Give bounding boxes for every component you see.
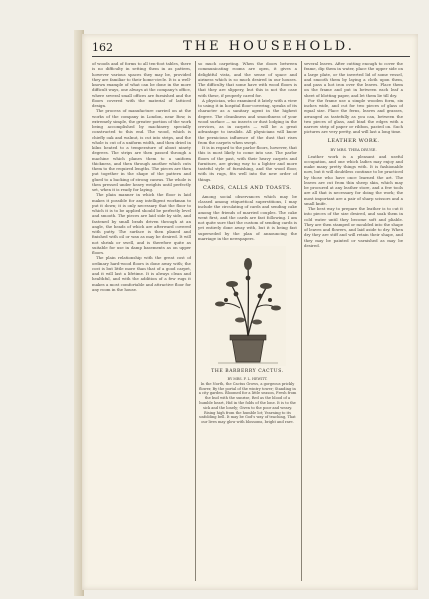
paragraph: The plain manner in which the floor is laid makes it possible for any intelligent workman to put it down; it is only necessary that the floor to which it is to be applied should be perfectly level and smooth. The pieces are laid side by side, and fastened by small brads driven through at an angle, the heads of which are afterward covered with putty. The surface is then planed and finished with oil or wax as may be desired. It will not shrink or swell, and is therefore quite as suitable for use in damp basements as on upper floors. xyxy=(92,192,191,255)
poem-author: BY MRS. F. L. HEWITT. xyxy=(227,377,268,381)
paragraph: It is in regard to the parlor floors, however, that this is most likely to come into use. The parlor floors of the past, with their heavy carpets and furniture, are giving way to a lighter and more tasteful style of furnishing, and the wood floor, with its rugs, fits well into the new order of things. xyxy=(198,145,297,182)
paragraph: The process of manufacture carried on at the works of the company in London, near Bow, is extremely simple, the greater portion of the work being accomplished by machinery specially constructed to this end. The wood, which is chiefly oak and walnut, is cut into strips, and the whole is cut of a uniform width, and then dried in kilns heated to a temperature of about ninety degrees. The strips are then passed through a machine which planes them to a uniform thickness, and then through another which cuts them to the required lengths. The pieces are then put together in the shape of the pattern and glued to a backing of strong canvas. The whole is then pressed under heavy weights until perfectly set, when it is ready for laying. xyxy=(92,108,191,192)
cactus-illustration xyxy=(210,246,286,366)
poem-text: In the North, the Cactus Grows, a gorgeous prickly flower, By the portal of the wintry tower; Standing in a city garden. Bloomed for a little season, Fresh from the bud with the sunrise, Red as the blood of a humble heart, Hid in the folds of the lone. It is to the sick and the lonely; Given to the poor and weary. Rising high from the humble lot; Yearning to its unfolding bell. It may be God's way of teaching, That our lives may glow with blossoms, bright and rare. xyxy=(198,381,297,425)
paragraph: several leaves. After cutting enough to cover the frame, dip them in water, place the upper side on a large plate, or the inverted lid of some vessel, and smooth them by laying a cloth upon them, and pass a hot iron over the leaves. Place them on the frame and put in between each leaf a sheet of blotting paper, and let them lie till dry. xyxy=(304,61,403,98)
paragraph: The plain relationship with the great cost of ordinary hard-wood floors is done away with; the cost is but little more than that of a good carpet, and it will last a lifetime. It is always clean and healthful, and with the addition of a few rugs it makes a most comfortable and attractive floor for any room in the house. xyxy=(92,255,191,292)
page-header xyxy=(92,40,410,57)
column-rule xyxy=(301,61,302,581)
page-number: 162 xyxy=(92,41,113,54)
article-byline: BY MRS. THEA DRUSE. xyxy=(330,146,377,152)
illustration-caption: THE BARBERRY CACTUS. xyxy=(211,369,284,374)
paragraph: Leather work is a pleasant and useful occupation, and one which ladies may enjoy and make many pretty things with. It is fashionable now, but it will doubtless continue to be practiced by those who have once learned the art. The leaves are cut from thin sheep skin, which may be procured at any leather store, and a few tools are all that is necessary for doing the work; the most important are a pair of sharp scissors and a small knife. xyxy=(304,153,403,206)
paragraph: so much carpeting. When the doors between communicating rooms are open, it gives a delightful vista, and the sense of space and airiness which is so much desired in our houses. The difficulty that some have with wood floors is that they are slippery, but this is not the case with these, if properly cared for. xyxy=(198,61,297,98)
column-rule xyxy=(195,61,196,581)
paragraph: For the frame use a simple wooden form, six inches wide, and cut for two pieces of glass of equal size. Place the ferns, leaves and grasses, arranged as tastefully as you can, between the two pieces of glass, and bind the edges with a narrow strip of paper or ribbon, pasted on. Such pictures are very pretty, and will last a long time. xyxy=(304,97,403,135)
article-heading: LEATHER WORK. xyxy=(327,137,380,144)
article-heading: CARDS, CALLS AND TOASTS. xyxy=(203,184,292,191)
paragraph: Among social observances which may be classed among etiquettical superstitions, I may include the circulating of cards and sending cake among the friends of married couples. The cake went first, and the cards are fast following. I am not quite sure that the custom of sending cards is yet entirely done away with, but it is being fast superseded by the plan of announcing the marriage in the newspapers. xyxy=(198,193,297,241)
text-column-1 xyxy=(92,61,191,581)
paragraph: A physician, who examined it lately with a view to using it in hospital floor-covering, speaks of its character as a sanitary agent in the highest degree. The cleanliness and smoothness of your wood surface — no insects or dust lodging in the crevices, as in carpets — will be a great advantage to invalids. All physicians will know the pernicious influence of the dust that rises from the carpets when swept. xyxy=(198,97,297,145)
text-column-3 xyxy=(304,61,403,581)
running-title: THE HOUSEHOLD. xyxy=(183,39,355,54)
paragraph: of woods and of forms to all ten-foot tables, there is no difficulty in setting them in as pattern, however various spaces they may be, provided they are familiar to their home-circle. It is a well-known example of what can be done in the more difficult ways, one always at the company's office, where several small offices are furnished and the floors covered with the material of latticed design. xyxy=(92,61,191,108)
poem-block xyxy=(198,377,297,425)
text-column-2 xyxy=(198,61,297,243)
paragraph: The best way to prepare the leather is to cut it into pieces of the size desired, and soak them in cold water until they become soft and pliable. They are then stamped or moulded into the shape of leaves and flowers, and laid aside to dry. When dry they are stiff and will retain their shape, and they may be painted or varnished as may be desired. xyxy=(304,206,403,248)
